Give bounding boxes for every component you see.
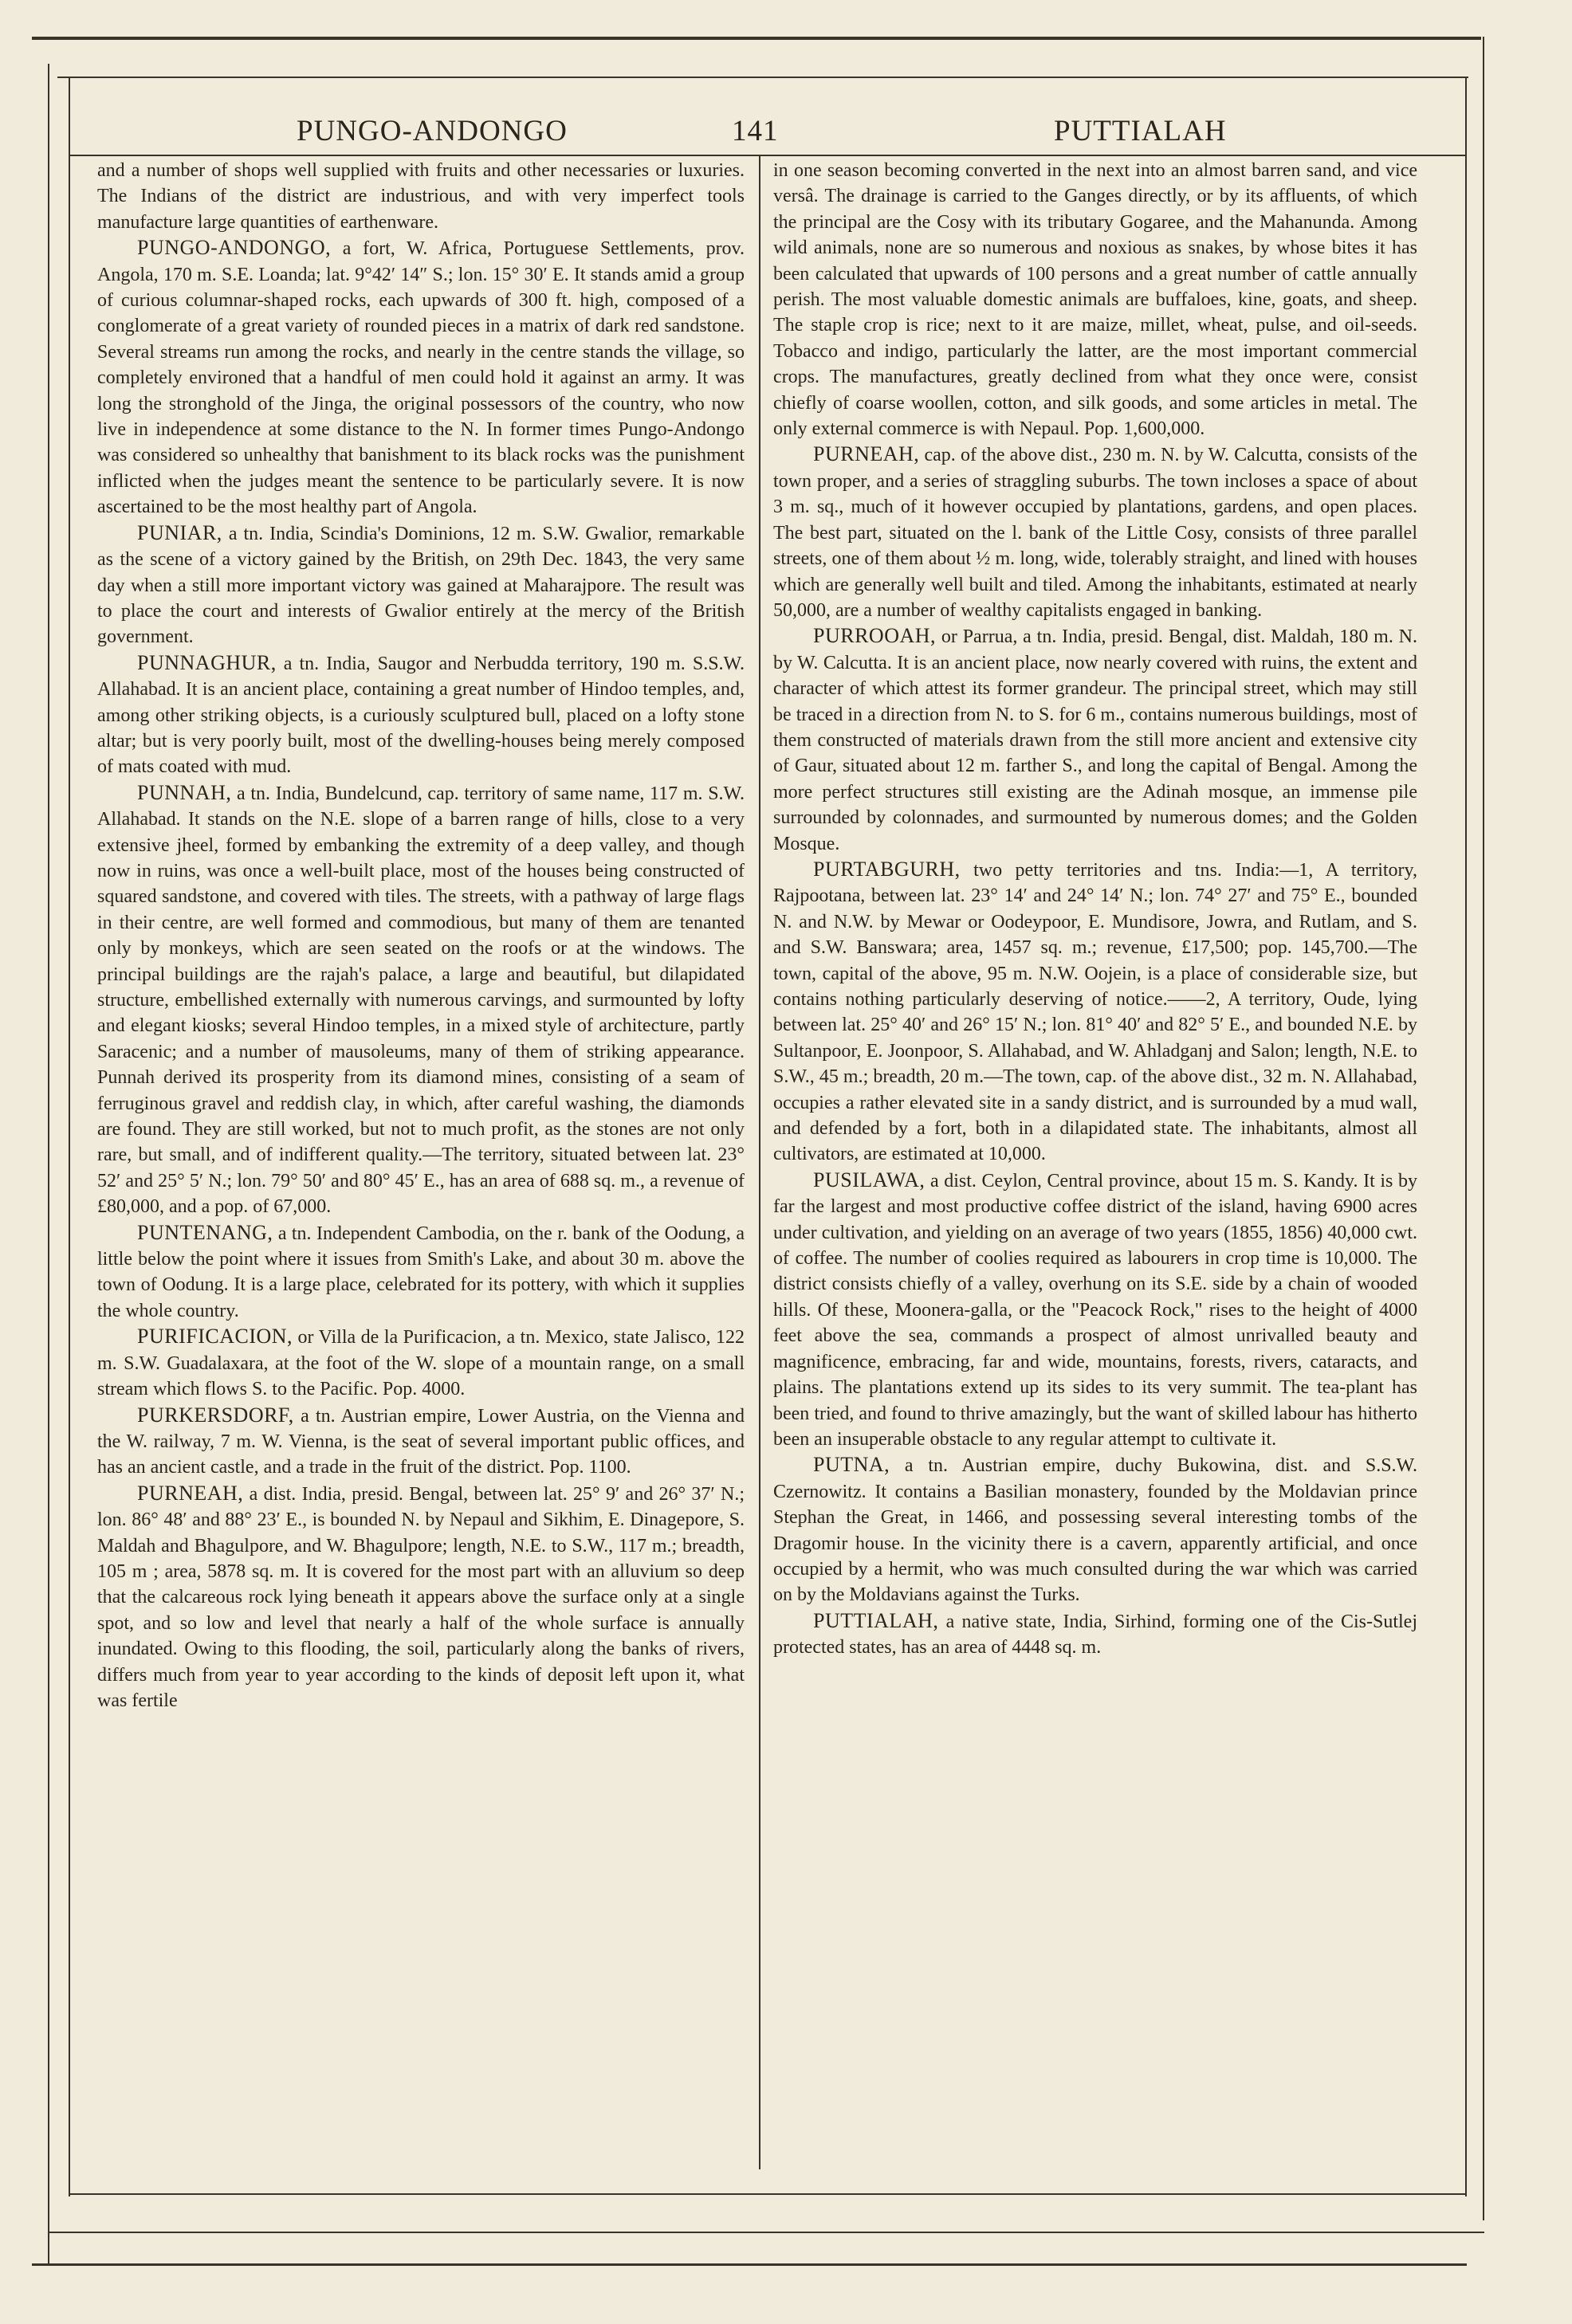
entry-headword: PURROOAH, [813, 624, 937, 648]
entry-purkersdorf [97, 1403, 745, 1481]
entry-headword: PUNTENANG, [137, 1220, 273, 1244]
left-column [97, 158, 745, 2173]
column-divider [759, 156, 760, 2169]
entry-headword: PURTABGURH, [813, 857, 961, 881]
entry-text: a native state, India, Sirhind, forming one of the Cis-Sutlej protected states, has an area of 4448 sq. m. [773, 1611, 1417, 1659]
entry-pusilawa [773, 1168, 1417, 1452]
entry-text: in one season becoming converted in the next into an almost barren sand, and vice versâ. The drainage is carried to the Ganges directly, or by its affluents, of which the principal are the Cosy with its tributary Gogaree, and the Mahanunda. Among wild animals, none are so numerous and noxious as snakes, by whose bites it has been calculated that upwards of 100 persons and a great number of cattle annually perish. The most valuable domestic animals are buffaloes, kine, goats, and sheep. The staple crop is rice; next to it are maize, millet, wheat, pulse, and oil-seeds. Tobacco and indigo, particularly the latter, are the most important commercial crops. The manufactures, greatly declined from what they once were, consist chiefly of coarse woollen, cotton, and silk goods, and some articles in metal. The only external commerce is with Nepaul. Pop. 1,600,000. [773, 160, 1417, 440]
entry-text: a tn. Austrian empire, duchy Bukowina, dist. and S.S.W. Czernowitz. It contains a Basilian monastery, founded by the Moldavian prince Stephan the Great, in 1466, and possessing several interesting tombs of the Dragomir house. In the vicinity there is a cavern, apparently artificial, and once occupied by a hermit, who was much consulted during the war which was carried on by the Moldavians against the Turks. [773, 1455, 1417, 1606]
entry-headword: PURNEAH, [137, 1481, 244, 1505]
entry-text: or Villa de la Purificacion, a tn. Mexico, state Jalisco, 122 m. S.W. Guadalaxara, at the foot of the W. slope of a mountain range, on a small stream which flows S. to the Pacific. Pop. 4000. [97, 1327, 745, 1400]
frame-bottom-outer [32, 2263, 1467, 2266]
frame-right-inner [1465, 77, 1467, 2196]
entry-text: a tn. Austrian empire, Lower Austria, on the Vienna and the W. railway, 7 m. W. Vienna, is the seat of several important public offices, and has an ancient castle, and a trade in the fruit of the district. Pop. 1100. [97, 1405, 745, 1478]
entry-headword: PUSILAWA, [813, 1168, 926, 1191]
header-right-title: PUTTIALAH [1054, 115, 1227, 147]
entry-headword: PURIFICACION, [137, 1325, 293, 1348]
entry-puntenang [97, 1220, 745, 1325]
frame-left-inner [69, 77, 70, 2196]
entry-headword: PURKERSDORF, [137, 1403, 294, 1427]
frame-right-outer [1483, 37, 1484, 2220]
entry-putna [773, 1452, 1417, 1608]
frame-left-outer [48, 64, 49, 2263]
entry-pungo-andongo [97, 235, 745, 520]
entry-text: two petty territories and tns. India:—1, A territory, Rajpootana, between lat. 23° 14′ and 24° 14′ N.; lon. 74° 27′ and 75° E., bounded N. and N.W. by Mewar or Oodeypoor, E. Mundisore, Jowra, and Rutlam, and S. and S.W. Banswara; area, 1457 sq. m.; revenue, £17,500; pop. 145,700.—The town, capital of the above, 95 m. N.W. Oojein, is a place of considerable size, but contains nothing particularly deserving of notice.——2, A territory, Oude, lying between lat. 25° 40′ and 26° 15′ N.; lon. 81° 40′ and 82° 5′ E., and bounded N.E. by Sultanpoor, E. Joonpoor, S. Allahabad, and W. Ahladganj and Salon; length, N.E. to S.W., 45 m.; breadth, 20 m.—The town, cap. of the above dist., 32 m. N. Allahabad, occupies a rather elevated site in a sandy district, and is surrounded by a mud wall, and defended by a fort, both in a dilapidated state. The inhabitants, almost all cultivators, are estimated at 10,000. [773, 859, 1417, 1165]
entry-headword: PUNIAR, [137, 520, 222, 544]
frame-top-inner [57, 77, 1468, 78]
entry-text: a fort, W. Africa, Portuguese Settlements, prov. Angola, 170 m. S.E. Loanda; lat. 9°42′ 14″ S.; lon. 15° 30′ E. It stands amid a group of curious columnar-shaped rocks, each upwards of 300 ft. high, composed of a conglomerate of a great variety of rounded pieces in a matrix of dark red sandstone. Several streams run among the rocks, and nearly in the centre stands the village, so completely environed that a handful of men could hold it against an army. It was long the stronghold of the Jinga, the original possessors of the country, who now live in independence at some distance to the N. In former times Pungo-Andongo was considered so unhealthy that banishment to its black rocks was the punishment inflicted when the judges meant the sentence to be particularly severe. It is now ascertained to be the most healthy part of Angola. [97, 238, 745, 518]
frame-top-outer [32, 37, 1481, 40]
entry-purrooah [773, 623, 1417, 857]
entry-purneah-town [773, 442, 1417, 623]
entry-punnah [97, 780, 745, 1220]
entry-punnaghur [97, 650, 745, 780]
entry-purificacion [97, 1324, 745, 1402]
entry-text: a dist. India, presid. Bengal, between lat. 25° 9′ and 26° 37′ N.; lon. 86° 48′ and 88° 23′ E., is bounded N. by Nepaul and Sikhim, E. Dinagepore, S. Maldah and Bhagulpore, and W. Bhagulpore; length, N.E. to S.W., 117 m.; breadth, 105 m ; area, 5878 sq. m. It is covered for the most part with an alluvium so deep that the calcareous rock lying beneath it appears above the surface only at a single spot, and so low and level that nearly a half of the whole surface is annually inundated. Owing to this flooding, the soil, particularly along the banks of rivers, differs much from year to year according to the kinds of deposit left upon it, what was fertile [97, 1483, 745, 1711]
entry-headword: PUTTIALAH, [813, 1608, 939, 1632]
entry-text: a tn. India, Scindia's Dominions, 12 m. S.W. Gwalior, remarkable as the scene of a victory gained by the British, on 29th Dec. 1843, the very same day when a still more important victory was gained at Maharajpore. The result was to place the court and interests of Gwalior entirely at the mercy of the British government. [97, 523, 745, 648]
entry-text: or Parrua, a tn. India, presid. Bengal, dist. Maldah, 180 m. N. by W. Calcutta. It is an ancient place, now nearly covered with ruins, the extent and character of which attest its former grandeur. The principal street, which may still be traced in a direction from N. to S. for 6 m., contains numerous buildings, most of them constructed of materials drawn from the still more ancient and extensive city of Gaur, situated about 12 m. farther S., and long the capital of Bengal. Among the more perfect structures still existing are the Adinah mosque, an immense pile surrounded by colonnades, and surmounted by numerous domes; and the Golden Mosque. [773, 626, 1417, 854]
entry-text: a tn. Independent Cambodia, on the r. bank of the Oodung, a little below the point where it issues from Smith's Lake, and about 30 m. above the town of Oodung. It is a large place, celebrated for its pottery, with which it supplies the whole country. [97, 1223, 745, 1321]
entry-text: cap. of the above dist., 230 m. N. by W. Calcutta, consists of the town proper, and a series of straggling suburbs. The town incloses a space of about 3 m. sq., much of it however occupied by plantations, gardens, and open places. The best part, situated on the l. bank of the Little Cosy, consists of three parallel streets, one of them about ½ m. long, wide, tolerably straight, and lined with houses which are generally well built and tiled. Among the inhabitants, estimated at nearly 50,000, are a number of wealthy capitalists engaged in banking. [773, 445, 1417, 621]
entry-continuation [97, 158, 745, 235]
entry-headword: PUNNAGHUR, [137, 650, 277, 674]
frame-bottom-inner [69, 2193, 1465, 2195]
entry-headword: PUTNA, [813, 1453, 890, 1477]
right-column [773, 158, 1417, 2173]
header-left-title: PUNGO-ANDONGO [297, 115, 568, 147]
entry-purneah-district [97, 1481, 745, 1714]
entry-text: a tn. India, Bundelcund, cap. territory of same name, 117 m. S.W. Allahabad. It stands on the N.E. slope of a barren range of hills, close to a very extensive jheel, formed by embanking the extremity of a deep valley, and though now in ruins, was once a well-built place, most of the houses being constructed of squared sandstone, and covered with tiles. The streets, with a pathway of large flags in their centre, are well formed and commodious, but many of them are tenanted only by monkeys, which are seen seated on the roofs or at the windows. The principal buildings are the rajah's palace, a large and beautiful, but dilapidated structure, embellished externally with numerous carvings, and surmounted by lofty and elegant kiosks; several Hindoo temples, in a mixed style of architecture, partly Saracenic; and a number of mausoleums, many of them of striking appearance. Punnah derived its prosperity from its diamond mines, consisting of a seam of ferruginous gravel and reddish clay, in which, after careful washing, the diamonds are found. They are still worked, but not to much profit, as the stones are not only rare, but small, and of indifferent quality.—The territory, situated between lat. 23° 52′ and 25° 5′ N.; lon. 79° 50′ and 80° 45′ E., has an area of 688 sq. m., a revenue of £80,000, and a pop. of 67,000. [97, 783, 745, 1218]
entry-puniar [97, 520, 745, 650]
entry-headword: PURNEAH, [813, 442, 920, 466]
entry-headword: PUNNAH, [137, 780, 232, 804]
entry-puttialah [773, 1608, 1417, 1661]
frame-bottom-mid [48, 2232, 1484, 2233]
entry-text: and a number of shops well supplied with fruits and other necessaries or luxuries. The Indians of the district are industrious, and with very imperfect tools manufacture large quantities of earthenware. [97, 160, 745, 233]
entry-text: a tn. India, Saugor and Nerbudda territory, 190 m. S.S.W. Allahabad. It is an ancient place, containing a great number of Hindoo temples, and, among other striking objects, is a curiously sculptured bull, placed on a lofty stone altar; but is very poorly built, most of the dwelling-houses being merely composed of mats coated with mud. [97, 653, 745, 778]
page-number: 141 [732, 115, 779, 147]
entry-purtabgurh [773, 857, 1417, 1168]
entry-continuation [773, 158, 1417, 442]
entry-headword: PUNGO-ANDONGO, [137, 236, 332, 260]
entry-text: a dist. Ceylon, Central province, about 15 m. S. Kandy. It is by far the largest and most productive coffee district of the island, having 6900 acres under cultivation, and yielding on an average of two years (1855, 1856) 40,000 cwt. of coffee. The number of coolies required as labourers in crop time is 10,000. The district consists chiefly of a valley, overhung on its S.E. side by a chain of wooded hills. Of these, Moonera-galla, or the "Peacock Rock," rises to the height of 4000 feet above the sea, commands a prospect of almost unrivalled beauty and magnificence, embracing, far and wide, mountains, forests, rivers, cataracts, and plains. The plantations extend up its sides to its very summit. The tea-plant has been tried, and found to thrive amazingly, but the want of skilled labour has hitherto been an insuperable obstacle to any regular attempt to cultivate it. [773, 1170, 1417, 1450]
